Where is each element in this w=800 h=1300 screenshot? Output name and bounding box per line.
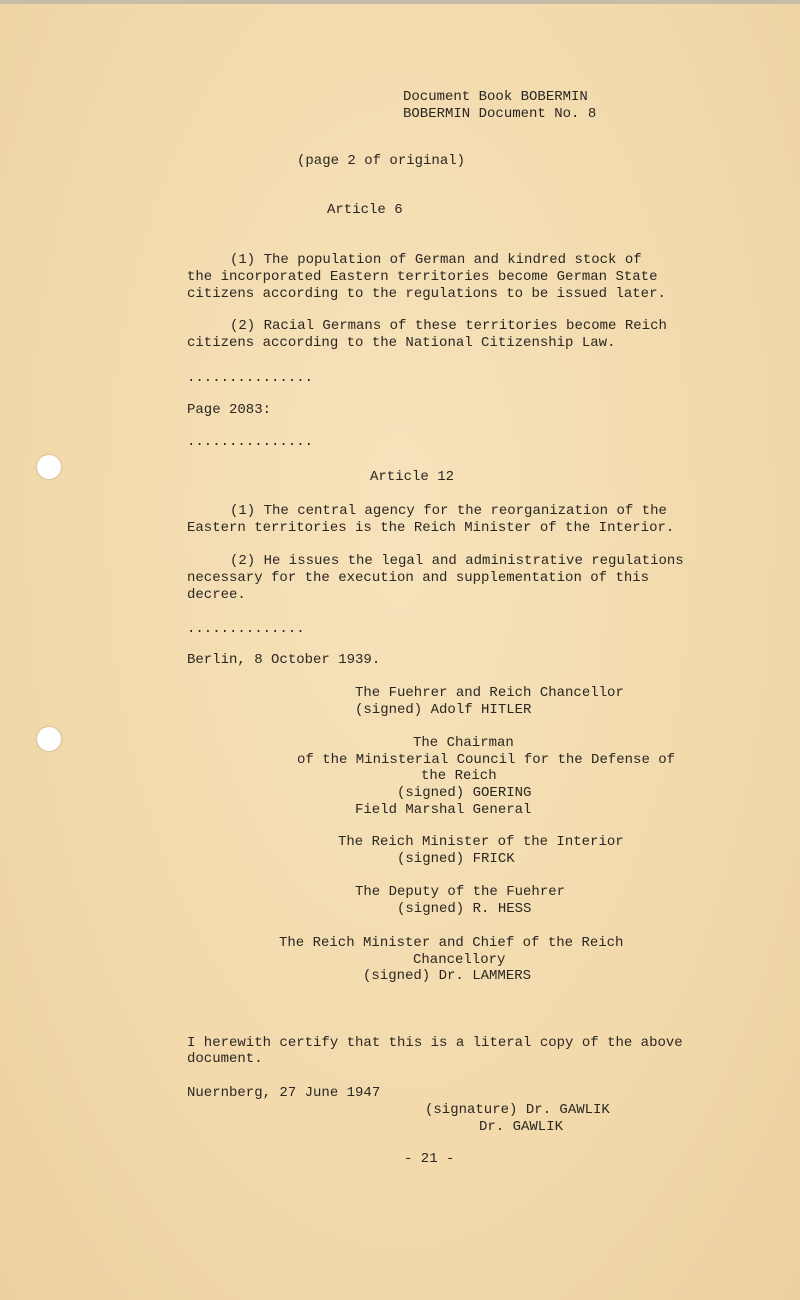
punch-hole-bottom — [37, 727, 61, 751]
scan-top-edge — [0, 0, 800, 4]
sig-chancellory-title: The Reich Minister and Chief of the Reich — [279, 935, 624, 951]
sig-fuehrer-title: The Fuehrer and Reich Chancellor — [355, 685, 624, 701]
article-12-para2-line3: decree. — [187, 587, 246, 603]
article-12-para2-line2: necessary for the execution and supplementation of this — [187, 570, 650, 586]
certification-line2: document. — [187, 1051, 263, 1067]
sig-chancellory-signed: (signed) Dr. LAMMERS — [363, 968, 532, 984]
sig-interior-title: The Reich Minister of the Interior — [338, 834, 624, 850]
article-6-title: Article 6 — [327, 202, 403, 218]
certification-signature: (signature) Dr. GAWLIK — [425, 1102, 610, 1118]
omission-dots-3: .............. — [187, 621, 305, 637]
article-12-para1-line1: (1) The central agency for the reorganization of the — [230, 503, 667, 519]
punch-hole-top — [37, 455, 61, 479]
header-line-2: BOBERMIN Document No. 8 — [403, 106, 597, 122]
article-12-title: Article 12 — [370, 469, 455, 485]
sig-chairman-rank: Field Marshal General — [355, 802, 532, 818]
certification-line1: I herewith certify that this is a literal copy of the above — [187, 1035, 683, 1051]
page-reference: Page 2083: — [187, 402, 272, 418]
omission-dots-2: ............... — [187, 434, 314, 450]
article-12-para2-line1: (2) He issues the legal and administrative regulations — [230, 553, 684, 569]
article-6-para2-line2: citizens according to the National Citizenship Law. — [187, 335, 616, 351]
page-note: (page 2 of original) — [297, 153, 466, 169]
sig-chairman-line3: the Reich — [421, 768, 497, 784]
article-12-para1-line2: Eastern territories is the Reich Minister of the Interior. — [187, 520, 675, 536]
omission-dots-1: ............... — [187, 370, 314, 386]
article-6-para1-line3: citizens according to the regulations to be issued later. — [187, 286, 666, 302]
place-date: Berlin, 8 October 1939. — [187, 652, 381, 668]
page-number: - 21 - — [404, 1151, 455, 1167]
certification-name: Dr. GAWLIK — [479, 1119, 564, 1135]
sig-deputy-signed: (signed) R. HESS — [397, 901, 532, 917]
sig-fuehrer-signed: (signed) Adolf HITLER — [355, 702, 532, 718]
sig-chairman-line1: The Chairman — [413, 735, 514, 751]
sig-chairman-signed: (signed) GOERING — [397, 785, 532, 801]
sig-chairman-line2: of the Ministerial Council for the Defense of — [297, 752, 676, 768]
article-6-para2-line1: (2) Racial Germans of these territories become Reich — [230, 318, 667, 334]
sig-chancellory-line2: Chancellory — [413, 952, 506, 968]
article-6-para1-line1: (1) The population of German and kindred stock of — [230, 252, 642, 268]
certification-place-date: Nuernberg, 27 June 1947 — [187, 1085, 381, 1101]
article-6-para1-line2: the incorporated Eastern territories become German State — [187, 269, 658, 285]
sig-interior-signed: (signed) FRICK — [397, 851, 515, 867]
sig-deputy-title: The Deputy of the Fuehrer — [355, 884, 566, 900]
header-line-1: Document Book BOBERMIN — [403, 89, 588, 105]
